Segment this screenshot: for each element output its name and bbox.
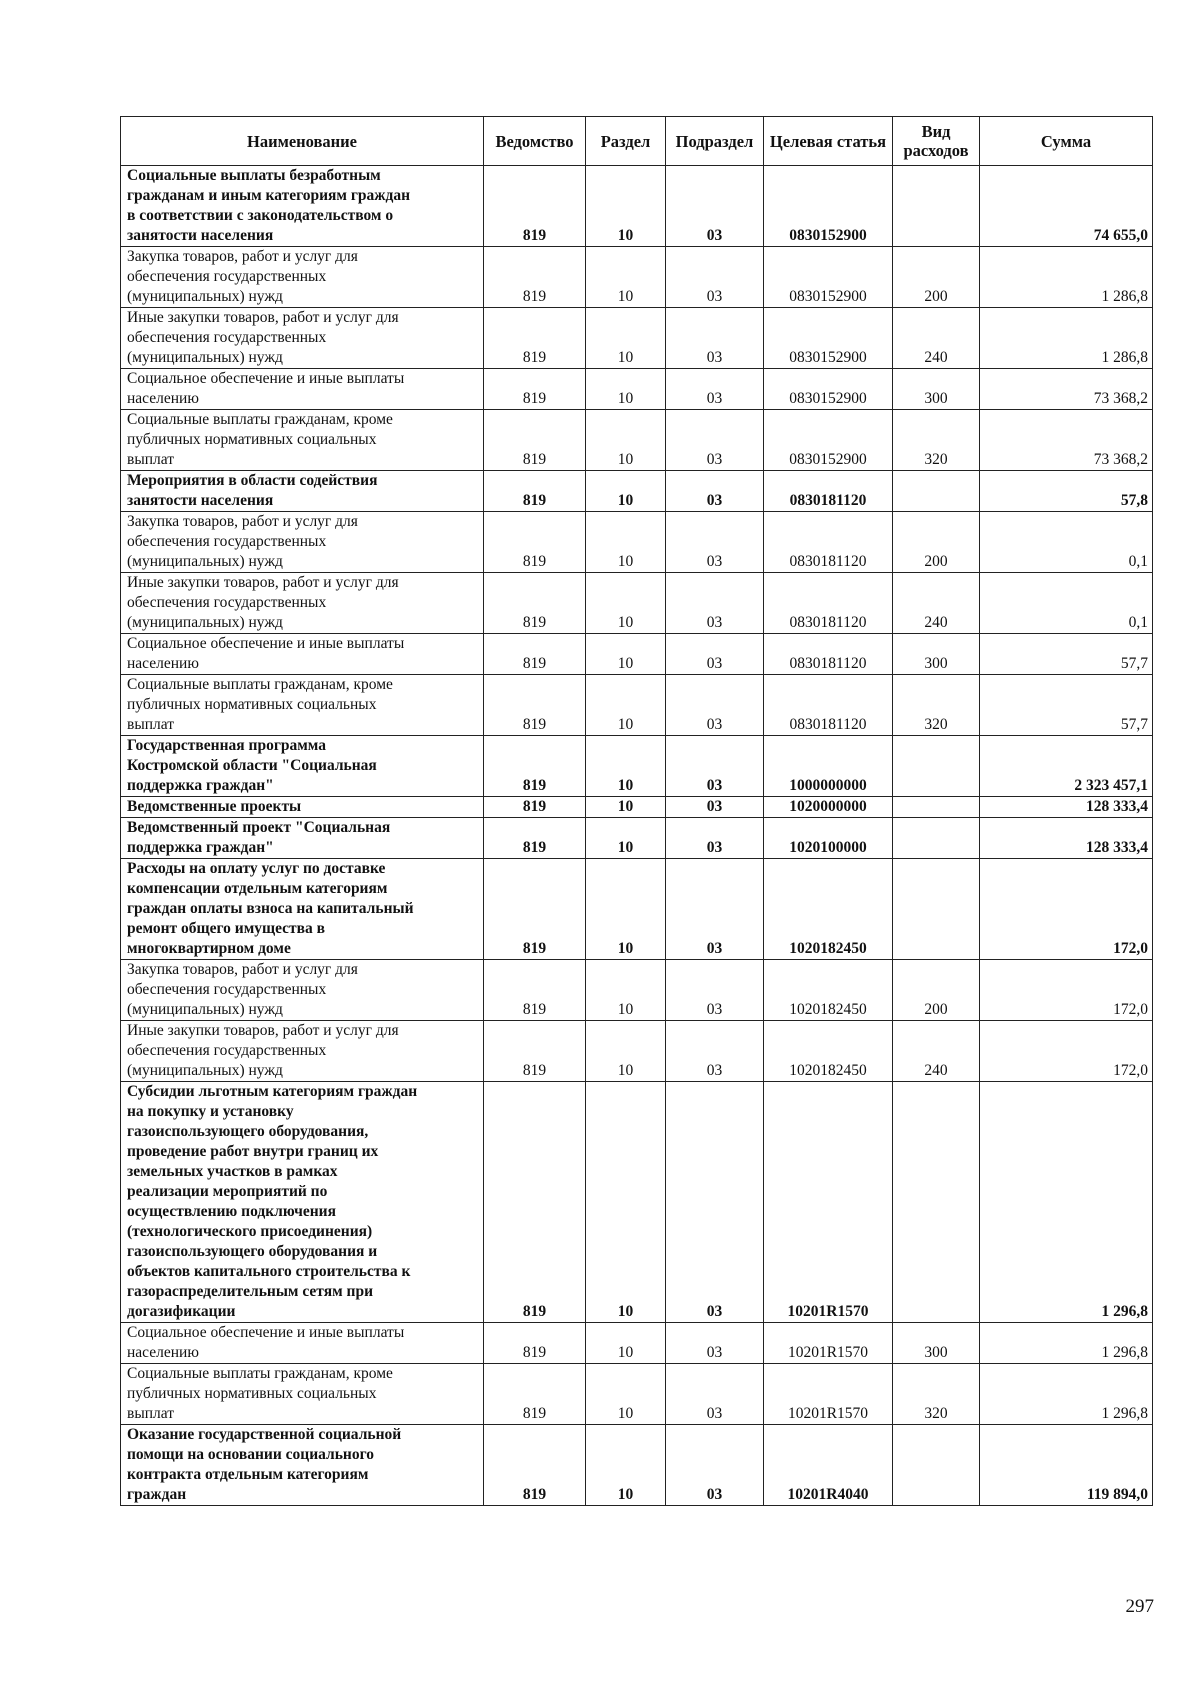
cell-subsection: 03	[666, 1364, 764, 1425]
cell-amount: 1 296,8	[980, 1364, 1153, 1425]
cell-dept: 819	[484, 1425, 586, 1506]
cell-dept: 819	[484, 818, 586, 859]
cell-target: 1020182450	[764, 960, 893, 1021]
cell-section: 10	[586, 573, 666, 634]
cell-name: Мероприятия в области содействия занятости населения	[121, 471, 484, 512]
cell-dept: 819	[484, 471, 586, 512]
cell-section: 10	[586, 797, 666, 818]
cell-dept: 819	[484, 166, 586, 247]
cell-expense-type: 300	[893, 1323, 980, 1364]
cell-subsection: 03	[666, 818, 764, 859]
cell-dept: 819	[484, 797, 586, 818]
table-row	[121, 960, 1153, 1021]
cell-expense-type: 300	[893, 634, 980, 675]
cell-amount: 128 333,4	[980, 797, 1153, 818]
cell-section: 10	[586, 410, 666, 471]
cell-amount: 172,0	[980, 1021, 1153, 1082]
cell-name: Иные закупки товаров, работ и услуг для обеспечения государственных (муниципальных) нужд	[121, 573, 484, 634]
cell-expense-type: 200	[893, 960, 980, 1021]
cell-section: 10	[586, 1021, 666, 1082]
cell-name: Ведомственные проекты	[121, 797, 484, 818]
cell-target: 0830152900	[764, 410, 893, 471]
table-row	[121, 369, 1153, 410]
header-amount: Сумма	[980, 117, 1153, 166]
cell-section: 10	[586, 634, 666, 675]
cell-section: 10	[586, 369, 666, 410]
cell-expense-type: 240	[893, 308, 980, 369]
cell-expense-type: 320	[893, 1364, 980, 1425]
cell-dept: 819	[484, 1021, 586, 1082]
header-row	[121, 117, 1153, 166]
cell-section: 10	[586, 1323, 666, 1364]
cell-name: Социальные выплаты гражданам, кроме публичных нормативных социальных выплат	[121, 1364, 484, 1425]
cell-section: 10	[586, 1364, 666, 1425]
cell-target: 0830181120	[764, 675, 893, 736]
cell-section: 10	[586, 859, 666, 960]
header-section: Раздел	[586, 117, 666, 166]
cell-target: 0830181120	[764, 512, 893, 573]
cell-section: 10	[586, 1082, 666, 1323]
table-row	[121, 818, 1153, 859]
cell-section: 10	[586, 471, 666, 512]
cell-amount: 119 894,0	[980, 1425, 1153, 1506]
table-row	[121, 573, 1153, 634]
table-row	[121, 471, 1153, 512]
header-name: Наименование	[121, 117, 484, 166]
cell-subsection: 03	[666, 1323, 764, 1364]
cell-expense-type: 200	[893, 247, 980, 308]
table-row	[121, 1364, 1153, 1425]
cell-dept: 819	[484, 369, 586, 410]
table-row	[121, 797, 1153, 818]
cell-expense-type	[893, 859, 980, 960]
table-row	[121, 1425, 1153, 1506]
cell-target: 0830181120	[764, 634, 893, 675]
cell-name: Ведомственный проект "Социальная поддержка граждан"	[121, 818, 484, 859]
cell-subsection: 03	[666, 797, 764, 818]
cell-amount: 0,1	[980, 512, 1153, 573]
cell-name: Социальные выплаты гражданам, кроме публичных нормативных социальных выплат	[121, 410, 484, 471]
cell-dept: 819	[484, 308, 586, 369]
cell-amount: 1 296,8	[980, 1082, 1153, 1323]
cell-target: 1020100000	[764, 818, 893, 859]
cell-amount: 1 296,8	[980, 1323, 1153, 1364]
cell-section: 10	[586, 736, 666, 797]
table-row	[121, 512, 1153, 573]
cell-name: Иные закупки товаров, работ и услуг для обеспечения государственных (муниципальных) нужд	[121, 1021, 484, 1082]
cell-name: Закупка товаров, работ и услуг для обеспечения государственных (муниципальных) нужд	[121, 247, 484, 308]
cell-dept: 819	[484, 512, 586, 573]
cell-expense-type	[893, 736, 980, 797]
cell-dept: 819	[484, 859, 586, 960]
cell-subsection: 03	[666, 247, 764, 308]
cell-subsection: 03	[666, 166, 764, 247]
cell-section: 10	[586, 247, 666, 308]
cell-target: 0830152900	[764, 308, 893, 369]
cell-amount: 172,0	[980, 859, 1153, 960]
cell-target: 1020182450	[764, 859, 893, 960]
table-row	[121, 410, 1153, 471]
cell-expense-type: 240	[893, 1021, 980, 1082]
cell-subsection: 03	[666, 634, 764, 675]
cell-amount: 73 368,2	[980, 369, 1153, 410]
cell-name: Государственная программа Костромской области "Социальная поддержка граждан"	[121, 736, 484, 797]
cell-section: 10	[586, 308, 666, 369]
cell-dept: 819	[484, 675, 586, 736]
cell-subsection: 03	[666, 1082, 764, 1323]
cell-dept: 819	[484, 1082, 586, 1323]
cell-name: Социальные выплаты гражданам, кроме публичных нормативных социальных выплат	[121, 675, 484, 736]
table-row	[121, 1021, 1153, 1082]
cell-section: 10	[586, 818, 666, 859]
cell-target: 10201R4040	[764, 1425, 893, 1506]
cell-dept: 819	[484, 1364, 586, 1425]
cell-expense-type: 200	[893, 512, 980, 573]
cell-target: 1000000000	[764, 736, 893, 797]
cell-target: 0830152900	[764, 166, 893, 247]
cell-subsection: 03	[666, 410, 764, 471]
cell-name: Социальные выплаты безработным гражданам и иным категориям граждан в соответствии с законодательством о занятости населения	[121, 166, 484, 247]
cell-expense-type: 300	[893, 369, 980, 410]
cell-name: Закупка товаров, работ и услуг для обеспечения государственных (муниципальных) нужд	[121, 960, 484, 1021]
page-number: 297	[1125, 1596, 1154, 1617]
cell-subsection: 03	[666, 573, 764, 634]
header-dept: Ведомство	[484, 117, 586, 166]
cell-expense-type	[893, 166, 980, 247]
cell-section: 10	[586, 1425, 666, 1506]
cell-expense-type	[893, 471, 980, 512]
header-subsection: Подраздел	[666, 117, 764, 166]
cell-target: 1020000000	[764, 797, 893, 818]
cell-amount: 1 286,8	[980, 308, 1153, 369]
cell-subsection: 03	[666, 736, 764, 797]
cell-subsection: 03	[666, 471, 764, 512]
cell-target: 0830152900	[764, 369, 893, 410]
cell-amount: 1 286,8	[980, 247, 1153, 308]
cell-expense-type: 320	[893, 675, 980, 736]
cell-name: Оказание государственной социальной помощи на основании социального контракта отдельным категориям граждан	[121, 1425, 484, 1506]
cell-dept: 819	[484, 410, 586, 471]
cell-target: 1020182450	[764, 1021, 893, 1082]
cell-target: 0830181120	[764, 471, 893, 512]
cell-amount: 57,7	[980, 675, 1153, 736]
cell-target: 10201R1570	[764, 1364, 893, 1425]
cell-dept: 819	[484, 960, 586, 1021]
cell-subsection: 03	[666, 1425, 764, 1506]
cell-target: 10201R1570	[764, 1323, 893, 1364]
cell-name: Расходы на оплату услуг по доставке компенсации отдельным категориям граждан оплаты взноса на капитальный ремонт общего имущества в многоквартирном доме	[121, 859, 484, 960]
cell-amount: 73 368,2	[980, 410, 1153, 471]
cell-dept: 819	[484, 736, 586, 797]
table-row	[121, 166, 1153, 247]
header-expense-type: Вид расходов	[893, 117, 980, 166]
table-body	[121, 166, 1153, 1506]
cell-target: 0830181120	[764, 573, 893, 634]
cell-section: 10	[586, 960, 666, 1021]
cell-amount: 2 323 457,1	[980, 736, 1153, 797]
cell-name: Иные закупки товаров, работ и услуг для обеспечения государственных (муниципальных) нужд	[121, 308, 484, 369]
cell-expense-type	[893, 1082, 980, 1323]
cell-subsection: 03	[666, 512, 764, 573]
table-row	[121, 859, 1153, 960]
cell-name: Социальное обеспечение и иные выплаты населению	[121, 369, 484, 410]
header-target: Целевая статья	[764, 117, 893, 166]
table-row	[121, 308, 1153, 369]
cell-amount: 74 655,0	[980, 166, 1153, 247]
table-row	[121, 1323, 1153, 1364]
table-row	[121, 634, 1153, 675]
cell-amount: 57,8	[980, 471, 1153, 512]
cell-subsection: 03	[666, 1021, 764, 1082]
cell-expense-type	[893, 1425, 980, 1506]
cell-subsection: 03	[666, 369, 764, 410]
cell-subsection: 03	[666, 675, 764, 736]
cell-subsection: 03	[666, 308, 764, 369]
table-row	[121, 736, 1153, 797]
cell-amount: 57,7	[980, 634, 1153, 675]
cell-name: Социальное обеспечение и иные выплаты населению	[121, 634, 484, 675]
cell-subsection: 03	[666, 859, 764, 960]
cell-name: Закупка товаров, работ и услуг для обеспечения государственных (муниципальных) нужд	[121, 512, 484, 573]
cell-expense-type	[893, 818, 980, 859]
table-row	[121, 247, 1153, 308]
cell-dept: 819	[484, 634, 586, 675]
cell-target: 10201R1570	[764, 1082, 893, 1323]
cell-expense-type: 320	[893, 410, 980, 471]
cell-dept: 819	[484, 573, 586, 634]
table-row	[121, 1082, 1153, 1323]
cell-target: 0830152900	[764, 247, 893, 308]
cell-section: 10	[586, 675, 666, 736]
cell-subsection: 03	[666, 960, 764, 1021]
cell-expense-type	[893, 797, 980, 818]
budget-table	[120, 116, 1153, 1506]
cell-name: Субсидии льготным категориям граждан на покупку и установку газоиспользующего оборудования, проведение работ внутри границ их земельных участков в рамках реализации мероприятий по осуществлению подключения (технологического присоединения) газоиспользующего оборудования и объектов капитального строительства к газораспределительным сетям при догазификации	[121, 1082, 484, 1323]
cell-dept: 819	[484, 1323, 586, 1364]
cell-amount: 0,1	[980, 573, 1153, 634]
cell-expense-type: 240	[893, 573, 980, 634]
cell-section: 10	[586, 512, 666, 573]
table-row	[121, 675, 1153, 736]
cell-dept: 819	[484, 247, 586, 308]
cell-amount: 128 333,4	[980, 818, 1153, 859]
cell-section: 10	[586, 166, 666, 247]
cell-name: Социальное обеспечение и иные выплаты населению	[121, 1323, 484, 1364]
cell-amount: 172,0	[980, 960, 1153, 1021]
